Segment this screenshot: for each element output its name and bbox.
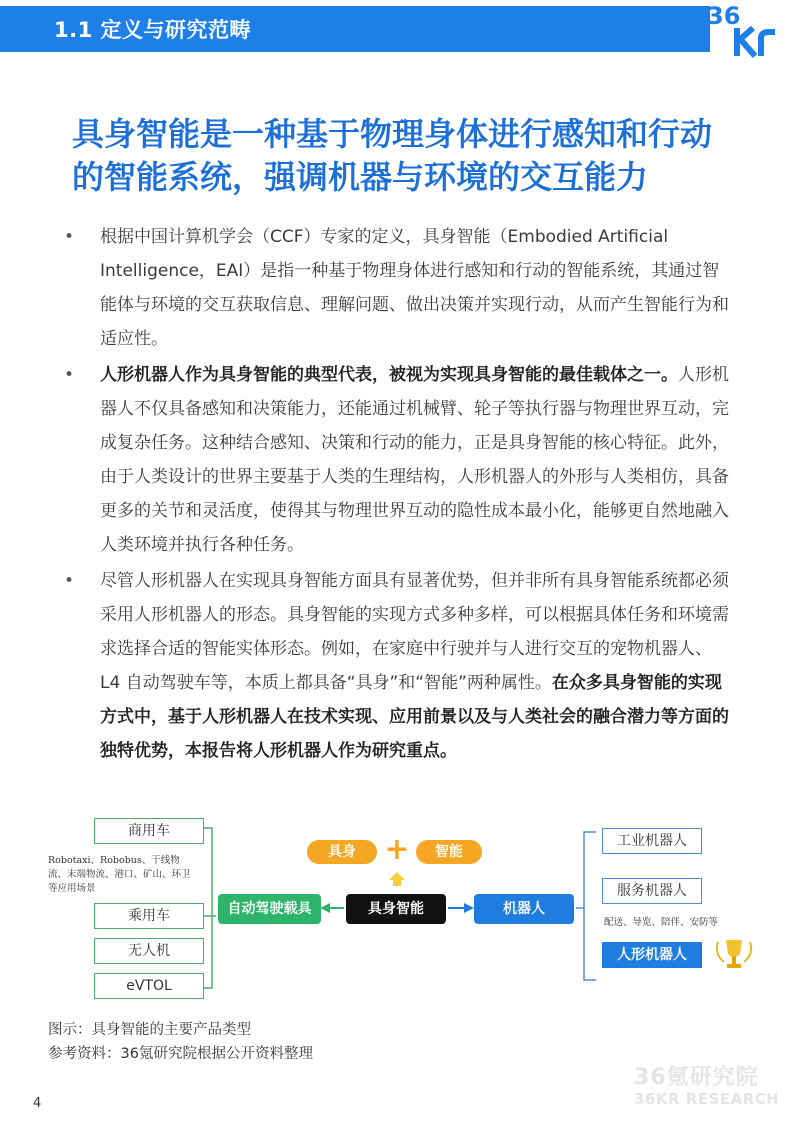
node-embodied-ai: 具身智能 xyxy=(346,894,446,924)
pill-intelligence: 智能 xyxy=(416,840,482,864)
bullet-dot: • xyxy=(64,365,75,385)
bullet-list xyxy=(60,220,730,770)
node-robot: 机器人 xyxy=(474,894,574,924)
pill-embodied: 具身 xyxy=(307,840,377,864)
svg-text:36: 36 xyxy=(707,2,741,30)
bullet-bold-text: 在众多具身智能的实现方式中，基于人形机器人在技术实现、应用前景以及与人类社会的融合潜力等方面的独特优势，本报告将人形机器人作为研究重点。 xyxy=(100,673,729,761)
bullet-bold-text: 人形机器人作为具身智能的典型代表，被视为实现具身智能的最佳载体之一。 xyxy=(100,365,678,385)
bullet-text: 人形机器人不仅具备感知和决策能力，还能通过机械臂、轮子等执行器与物理世界互动，完成复杂任务。这种结合感知、决策和行动的能力，正是具身智能的核心特征。此外，由于人类设计的世界主要基于人类的生理结构，人形机器人的外形与人类相仿，具备更多的关节和灵活度，使得其与物理世界互动的隐性成本最小化，能够更自然地融入人类环境并执行各种任务。 xyxy=(100,365,729,555)
trophy-icon xyxy=(712,934,756,974)
bullet-item-2 xyxy=(60,358,730,562)
watermark-cn: 36氪研究院 xyxy=(634,1065,759,1090)
bullet-text: 尽管人形机器人在实现具身智能方面具有显著优势，但并非所有具身智能系统都必须采用人形机器人的形态。具身智能的实现方式多种多样，可以根据具体任务和环境需求选择合适的智能实体形态。例如，在家庭中行驶并与人进行交互的宠物机器人、L4 自动驾驶车等，本质上都具备“具身”和“智能”两种属性。 xyxy=(100,571,729,693)
page-header xyxy=(0,0,793,58)
plus-icon: + xyxy=(384,832,410,867)
bullet-item-3 xyxy=(60,564,730,768)
left-item-drone: 无人机 xyxy=(94,938,204,964)
product-type-diagram xyxy=(40,810,770,1015)
watermark-en: 36KR RESEARCH xyxy=(634,1090,780,1108)
section-label: 1.1 定义与研究范畴 xyxy=(54,18,252,42)
36kr-logo xyxy=(707,0,793,56)
source-caption: 参考资料：36氪研究院根据公开资料整理 xyxy=(48,1046,313,1062)
left-item-evtol: eVTOL xyxy=(94,973,204,999)
left-note: Robotaxi、Robobus、干线物流、末端物流、港口、矿山、环卫等应用场景 xyxy=(48,855,191,894)
title-line-2: 的智能系统，强调机器与环境的交互能力 xyxy=(72,158,649,196)
right-item-industrial: 工业机器人 xyxy=(602,828,702,854)
left-item-commercial: 商用车 xyxy=(94,818,204,844)
right-item-humanoid: 人形机器人 xyxy=(602,942,702,968)
page-title xyxy=(72,113,752,199)
bullet-item-1 xyxy=(60,220,730,356)
bullet-dot: • xyxy=(64,571,75,591)
title-line-1: 具身智能是一种基于物理身体进行感知和行动 xyxy=(72,115,713,153)
left-item-passenger: 乘用车 xyxy=(94,903,204,929)
page-number: 4 xyxy=(33,1096,42,1111)
node-autonomous-vehicle: 自动驾驶载具 xyxy=(218,894,321,924)
figure-caption: 图示：具身智能的主要产品类型 xyxy=(48,1022,251,1038)
right-note: 配送、导览、陪伴、安防等 xyxy=(604,917,719,928)
right-item-service: 服务机器人 xyxy=(602,878,702,904)
bullet-text: 根据中国计算机学会（CCF）专家的定义，具身智能（Embodied Artificial Intelligence，EAI）是指一种基于物理身体进行感知和行动的智能系统，其通过智能体与环境的交互获取信息、理解问题、做出决策并实现行动，从而产生智能行为和适应性。 xyxy=(100,227,729,349)
bullet-dot: • xyxy=(64,227,75,247)
